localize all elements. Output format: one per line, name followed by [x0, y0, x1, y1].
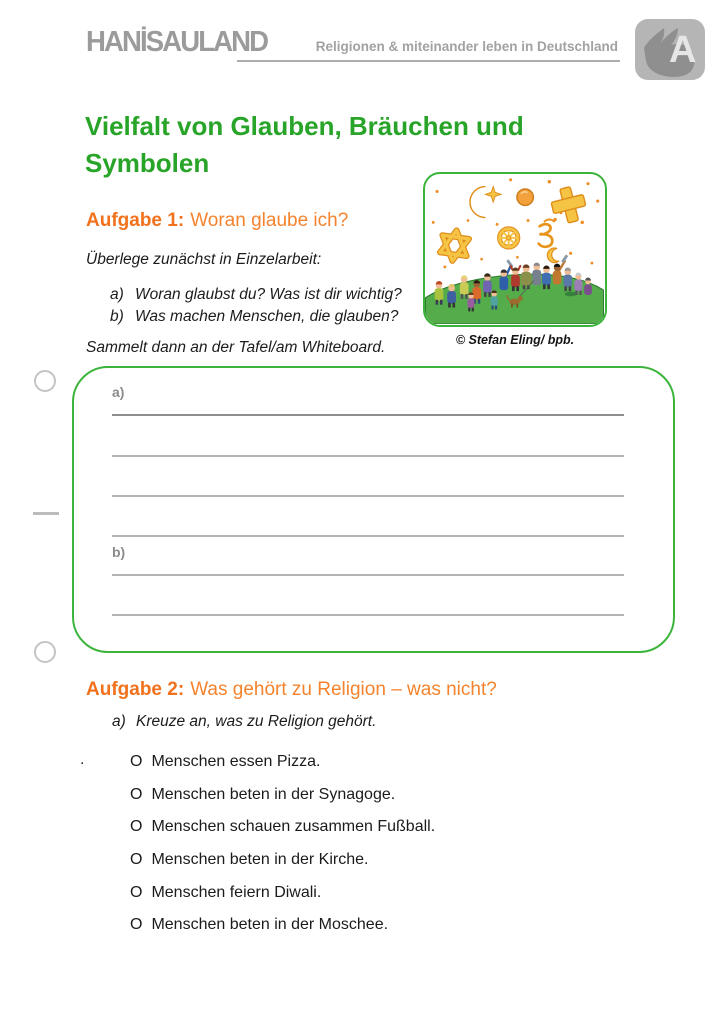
task2-title: Was gehört zu Religion – was nicht? — [190, 679, 497, 700]
option-text: Menschen schauen zusammen Fußball. — [151, 818, 436, 835]
option-text: Menschen feiern Diwali. — [151, 884, 322, 901]
checkbox-option-moschee[interactable] — [130, 916, 388, 934]
page-title-line2: Symbolen — [85, 148, 210, 178]
dharma-wheel-icon — [500, 229, 518, 247]
task2-subtask-marker: a) — [112, 713, 126, 730]
checkbox-option-fussball[interactable] — [130, 818, 435, 836]
option-text: Menschen beten in der Kirche. — [151, 851, 369, 868]
answer-line[interactable] — [112, 495, 624, 497]
answer-line[interactable] — [112, 535, 624, 537]
task2-subtask — [112, 713, 376, 731]
task1-item-a — [110, 286, 402, 304]
checkbox-circle[interactable]: O — [130, 851, 143, 868]
checkbox-option-kirche[interactable] — [130, 851, 368, 869]
worksheet-tab-a — [635, 19, 705, 80]
small-crescent-icon — [547, 248, 559, 263]
page-title — [85, 108, 645, 182]
answer-line[interactable] — [112, 414, 624, 416]
task2-heading — [86, 679, 497, 701]
task1-label: Aufgabe 1: — [86, 210, 185, 231]
task1-followup: Sammelt dann an der Tafel/am Whiteboard. — [86, 339, 386, 356]
star-of-david-icon — [439, 228, 470, 262]
checkbox-circle[interactable]: O — [130, 884, 143, 901]
task1-item-a-text: Woran glaubst du? Was ist dir wichtig? — [135, 286, 402, 303]
answer-box-label-b: b) — [112, 544, 126, 560]
crowd-illustration — [423, 172, 607, 327]
task1-item-b-marker: b) — [110, 308, 124, 325]
answer-line[interactable] — [112, 455, 624, 457]
checkbox-option-synagoge[interactable] — [130, 786, 395, 804]
task1-title: Woran glaube ich? — [190, 210, 349, 231]
option-text: Menschen essen Pizza. — [151, 753, 321, 770]
task1-item-b-text: Was machen Menschen, die glauben? — [135, 308, 399, 325]
checkbox-circle[interactable]: O — [130, 916, 143, 933]
option-text: Menschen beten in der Synagoge. — [151, 786, 396, 803]
answer-box-label-a: a) — [112, 384, 125, 400]
checkbox-option-diwali[interactable] — [130, 884, 321, 902]
task1-item-a-marker: a) — [110, 286, 124, 303]
hanisauland-logo: HANİSAULAND — [86, 26, 268, 58]
checkbox-circle[interactable]: O — [130, 753, 143, 770]
punch-hole-bottom — [34, 641, 56, 663]
answer-line[interactable] — [112, 614, 624, 616]
header-underline — [237, 60, 620, 62]
worksheet-series-title: Religionen & miteinander leben in Deutschland — [315, 39, 618, 54]
task1-heading — [86, 210, 348, 232]
checkbox-option-pizza[interactable] — [130, 753, 320, 771]
tab-letter: A — [669, 29, 697, 71]
answer-line[interactable] — [112, 574, 624, 576]
sparkle-star-icon — [485, 187, 500, 202]
om-icon — [539, 218, 557, 247]
image-caption: © Stefan Eling/ bpb. — [455, 333, 575, 347]
punch-hole-top — [34, 370, 56, 392]
checkbox-circle[interactable]: O — [130, 786, 143, 803]
task1-item-b — [110, 308, 398, 326]
page-title-line1: Vielfalt von Glauben, Bräuchen und — [85, 111, 524, 141]
option-text: Menschen beten in der Moschee. — [151, 916, 389, 933]
crescent-moon-icon — [470, 187, 485, 218]
task2-label: Aufgabe 2: — [86, 679, 185, 700]
stray-period: . — [80, 751, 85, 768]
task2-subtask-text: Kreuze an, was zu Religion gehört. — [136, 713, 377, 730]
task1-intro: Überlege zunächst in Einzelarbeit: — [86, 251, 322, 268]
fold-mark — [33, 512, 59, 515]
checkbox-circle[interactable]: O — [130, 818, 143, 835]
answer-box — [72, 366, 675, 653]
